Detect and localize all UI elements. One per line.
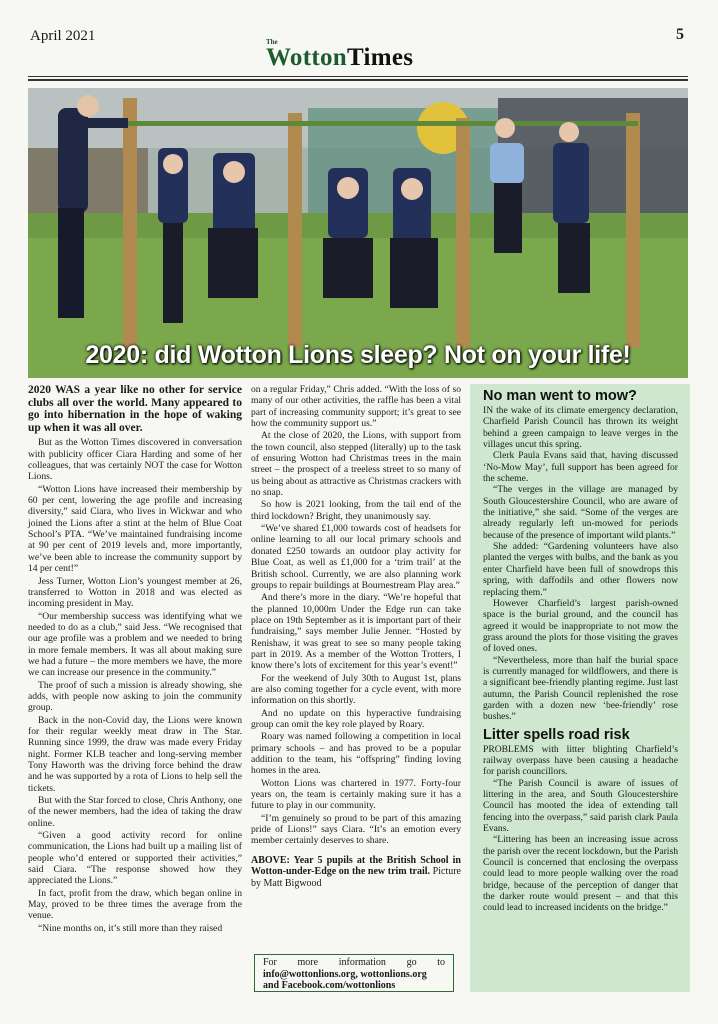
sidebar-paragraph: However Charfield’s largest parish-owned space is the burial ground, and the council has agreed it would be inappropriate to not mow the grass around the plots for those visiting the graves of loved ones. — [483, 597, 678, 655]
sidebar-story-title: Litter spells road risk — [483, 726, 630, 743]
article-paragraph: “Nine months on, it’s still more than they raised — [38, 922, 223, 934]
article-paragraph: In fact, profit from the draw, which began online in May, proved to be three times the average from the venue. — [28, 887, 242, 922]
masthead-rule-top — [28, 76, 688, 77]
article-paragraph: For the weekend of July 30th to August 1st, plans are also coming together for a cycle event, with more information on this shortly. — [251, 672, 461, 707]
more-info-box — [254, 954, 454, 992]
sidebar-paragraph: “The verges in the village are managed by South Gloucestershire Council, who are aware of the initiative,” she said. “Some of the verges are already regularly left un-mowed for periods because of the presence of important wild plants.” — [483, 484, 678, 541]
masthead-rule-bottom — [28, 79, 688, 81]
photo-caption — [251, 855, 461, 890]
article-paragraph: The proof of such a mission is already showing, she adds, with people now asking to join the community group. — [28, 679, 242, 714]
info-line: For more information go to — [263, 957, 445, 968]
masthead-the: The — [266, 38, 278, 46]
page-number: 5 — [676, 26, 684, 43]
article-paragraph: “Our membership success was identifying what we needed to do as a club,” said Jess. “We recognised that our age profile was a problem and we needed to bring in more female members. It was all about making sure we had a future – the more members we have, the more we can increase our presence in the community.” — [28, 610, 242, 679]
trim-trail-photo — [28, 88, 688, 378]
article-headline: 2020: did Wotton Lions sleep? Not on your life! — [85, 341, 631, 369]
article-paragraph: But as the Wotton Times discovered in conversation with publicity officer Ciara Harding and some of her colleagues, that was certainly NOT the case for Wotton Lions. — [28, 437, 242, 483]
article-paragraph: on a regular Friday,” Chris added. “With the loss of so many of our other activities, the raffle has been a vital part of increasing community support; it’s great to see how the community support us.” — [251, 384, 461, 430]
sidebar-paragraph: Clerk Paula Evans said that, having discussed ‘No-Mow May’, full support has been agreed for the scheme. — [483, 450, 678, 485]
article-paragraph: At the close of 2020, the Lions, with support from the town council, also stepped (literally) up to the task of ensuring Wotton had Christmas trees in the main street – the prospect of a treeless street to so many of us being about as attractive as Christmas crackers with no snap. — [251, 430, 461, 499]
article-lead: 2020 WAS a year like no other for service clubs all over the world. Many appeared to go into hibernation in the hope of waking up when it was all over. — [28, 384, 242, 434]
article-paragraph: And no update on this hyperactive fundraising group can omit the key role played by Roary. — [251, 707, 461, 730]
article-paragraph: “Given a good activity record for online communication, the Lions had built up a mailing list of people who’d entered or supported their activities,” said Ciara. “The response showed how they appreciated the Lions.” — [28, 830, 242, 887]
lead-photo — [28, 88, 688, 378]
masthead — [266, 44, 413, 72]
article-paragraph: But with the Star forced to close, Chris Anthony, one of the newer members, had the idea of taking the draw online. — [28, 795, 242, 829]
sidebar-paragraph: “Nevertheless, more than half the burial space is currently managed for wildflowers, and there is a significant bee-friendly planting regime. Just last autumn, the Parish Council replenished the rose garden with a dozen new ‘bee-friendly’ rose bushes.” — [483, 654, 678, 723]
sidebar-paragraph: IN the wake of its climate emergency declaration, Charfield Parish Council has thrown its weight behind a green campaign to leave verges in the villages uncut this spring. — [483, 405, 678, 451]
article-column-1 — [28, 384, 242, 935]
info-contacts: info@wottonlions.org, wottonlions.org — [263, 968, 427, 980]
info-links — [263, 969, 445, 981]
article-paragraph: Wotton Lions was chartered in 1977. Forty-four years on, the team is certainly making sure it has a future to play in our community. — [251, 777, 461, 812]
photo-credit: Picture by Matt Bigwood — [251, 866, 461, 889]
article-paragraph: “Wotton Lions have increased their membership by 60 per cent, lowering the age profile and increasing diversity,” said Ciara, who lives in Wickwar and who joined the Lions after a stint at the helm of Blue Coat School’s PTA. “We’ve maintained fundraising income at 90 per cent of 2019 levels and, more importantly, we’ve been able to increase the community support by 14 per cent!” — [28, 483, 242, 575]
sidebar-story-title: No man went to mow? — [483, 388, 637, 404]
caption-text: ABOVE: Year 5 pupils at the British School in Wotton-under-Edge on the new trim trail. — [251, 854, 461, 878]
article-paragraph: Back in the non-Covid day, the Lions were known for their regular weekly meat draw in The Star. Running since 1999, the draw was made every Friday night. Former KLB teacher and long-serving member Tony Haworth was the driving force behind the draw and he was supported by a rota of Lions to help sell the tickets. — [28, 714, 242, 794]
article-paragraph: Roary was named following a competition in local primary schools – and has proved to be a popular addition to the team, his “offspring” finding loving homes in the area. — [251, 731, 461, 777]
sidebar-paragraph: She added: “Gardening volunteers have also planted the verges with bulbs, and the bank as you enter Charfield have been full of snowdrops this spring, with daffodils and other flowers now replacing them.” — [483, 541, 678, 598]
news-sidebar — [470, 384, 690, 992]
article-column-2 — [251, 384, 461, 890]
sidebar-paragraph: “Littering has been an increasing issue across the parish over the recent lockdown, but the Parish Council is concerned that enclosing the overpass could lead to more people walking over the road bridge, because of the perception of danger that the darker route would present – and that this could lead to increased incidents on the bridge.” — [483, 834, 678, 914]
masthead-wotton: Wotton — [266, 44, 347, 71]
article-paragraph: Jess Turner, Wotton Lion’s youngest member at 26, transferred to Wotton in 2018 and was elected as incoming president in May. — [28, 575, 242, 610]
article-paragraph: So how is 2021 looking, from the tail end of the third lockdown? Bright, they unanimously say. — [251, 499, 461, 522]
masthead-times: Times — [346, 44, 414, 71]
article-paragraph: “We’ve shared £1,000 towards cost of headsets for online learning to all our local primary schools and donated £250 towards an outdoor play activity for Blue Coat, as well as £1,000 for a ‘trim trail’ at the British school. Currently, we are also planning work groups to repair buildings at Bournestream Play area.” — [251, 523, 461, 591]
issue-date: April 2021 — [30, 28, 96, 44]
info-facebook: and Facebook.com/wottonlions — [263, 980, 396, 991]
sidebar-paragraph: “The Parish Council is aware of issues of littering in the area, and South Gloucestershire Council has mooted the idea of extending tall fencing into the overpass,” said parish clark Paula Evans. — [483, 777, 678, 835]
article-paragraph: And there’s more in the diary. “We’re hopeful that the planned 10,000m Under the Edge run can take place on 19th September as it is important part of their fundraising,” says member Julie Jenner. “Hosted by Renishaw, it was great to see so many people taking part in 2019. As a member of the Wotton Trotters, I know there’s lots of excitement for this year’s event!” — [251, 592, 461, 672]
article-paragraph: “I’m genuinely so proud to be part of this amazing pride of Lions!” says Ciara. “It’s an emotion every member certainly deserves to share. — [251, 812, 461, 847]
sidebar-paragraph: PROBLEMS with litter blighting Charfield’s railway overpass have been causing a headache for parish councillors. — [483, 743, 678, 778]
